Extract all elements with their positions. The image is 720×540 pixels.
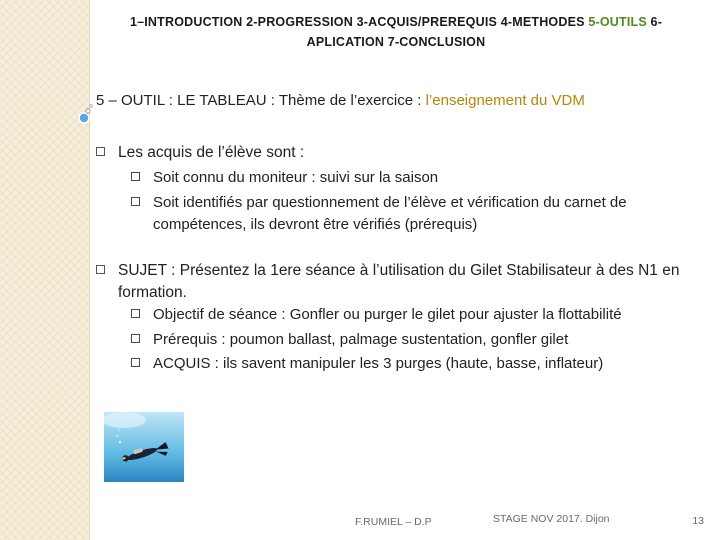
- section-2-item-3-text: ACQUIS : ils savent manipuler les 3 purges (haute, basse, inflateur): [153, 355, 604, 372]
- title-highlight: l’enseignement du VDM: [425, 92, 585, 109]
- header-line-1: [96, 12, 696, 32]
- square-bullet-icon: [96, 147, 105, 156]
- section-1-item-1-text: Soit connu du moniteur : suivi sur la saison: [153, 169, 439, 186]
- header-nav: [96, 12, 696, 52]
- header-part-1: 1–INTRODUCTION 2-PROGRESSION 3-ACQUIS/PREREQUIS 4-METHODES: [129, 15, 589, 29]
- section-1-bullet: [96, 142, 696, 164]
- section-2-item-2-text: Prérequis : poumon ballast, palmage sustentation, gonfler gilet: [153, 331, 569, 348]
- square-bullet-icon: [131, 334, 140, 343]
- title-bullet-icon: [76, 94, 94, 124]
- section-1-label: Les acquis de l’élève sont :: [118, 144, 305, 161]
- section-1-item-2: [131, 192, 701, 236]
- band-divider: [89, 0, 90, 540]
- square-bullet-icon: [131, 358, 140, 367]
- header-highlight: 5-OUTILS: [588, 15, 647, 29]
- section-2-item-3: [131, 353, 701, 375]
- section-1-item-1: [131, 167, 701, 189]
- square-bullet-icon: [131, 197, 140, 206]
- square-bullet-icon: [131, 172, 140, 181]
- header-part-2: 6-: [646, 15, 663, 29]
- section-1-item-2-text: Soit identifiés par questionnement de l’élève et vérification du carnet de compétences, ils devront être vérifiés (prérequis): [153, 194, 627, 233]
- section-2-bullet: [96, 260, 696, 304]
- decorative-left-band: [0, 0, 90, 540]
- square-bullet-icon: [131, 309, 140, 318]
- square-bullet-icon: [96, 265, 105, 274]
- slide-title: [96, 92, 585, 109]
- section-2-item-1: [131, 304, 701, 326]
- section-2-item-1-text: Objectif de séance : Gonfler ou purger le gilet pour ajuster la flottabilité: [153, 306, 622, 323]
- section-2-item-2: [131, 329, 701, 351]
- header-line-2: APLICATION 7-CONCLUSION: [306, 35, 486, 49]
- section-2-label: SUJET : Présentez la 1ere séance à l’utilisation du Gilet Stabilisateur à des N1 en formation.: [118, 262, 680, 301]
- page-number: 13: [692, 515, 704, 527]
- footer-event: STAGE NOV 2017. Dijon: [493, 513, 610, 525]
- title-prefix: 5 – OUTIL : LE TABLEAU : Thème de l’exercice :: [96, 92, 426, 109]
- footer-author: F.RUMIEL – D.P: [355, 516, 432, 528]
- diver-photo: [104, 412, 184, 482]
